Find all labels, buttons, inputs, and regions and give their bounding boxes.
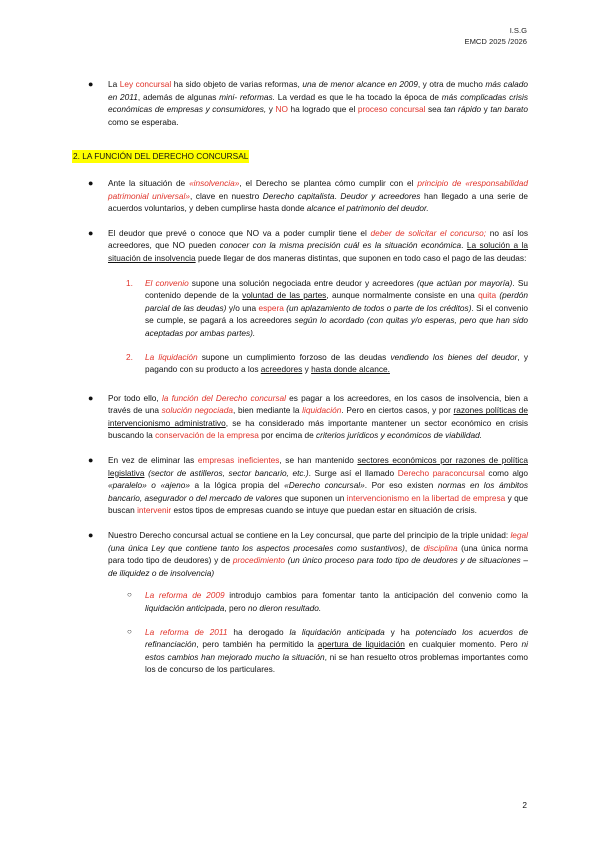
list-item-reform-2011: ○ La reforma de 2011 ha derogado la liquidación anticipada y ha potenciado los acuerdos de refinanciación, pero también ha permitido la apertura de liquidación en cualquier momento. Pero ni estos cambios han mejorado mucho la situación, ni se han resuelto otros problemas importantes como los de concurso de los particulares. [127, 626, 529, 675]
bullet-icon: ● [88, 79, 94, 89]
bullet-icon: ● [88, 177, 94, 188]
bullet-icon: ● [88, 455, 94, 466]
page-number: 2 [522, 800, 527, 810]
header-course: EMCD 2025 /2026 [464, 37, 527, 46]
circle-bullet-icon: ○ [127, 626, 132, 636]
paragraph-paraconcursal: ● En vez de eliminar las empresas ineficientes, se han mantenido sectores económicos por razones de política legislativa (sector de astilleros, sector bancario, etc.). Surge así el llamado Derecho paraconcursal como algo «paralelo» o «ajeno» a la lógica propia del «Derecho concursal». Por eso existen normas en los ámbitos bancario, asegurador o del mercado de valores que suponen un intervencionismo en la libertad de empresa y que buscan intervenir estos tipos de empresas cuando se intuye que puedan estar en situación de crisis. [88, 455, 529, 516]
page-header [465, 25, 527, 47]
list-item-reform-2009: ○ La reforma de 2009 introdujo cambios para fomentar tanto la anticipación del convenio como la liquidación anticipada, pero no dieron resultado. [127, 590, 528, 613]
header-initials: I.S.G [509, 26, 527, 35]
paragraph-reforms: ● La Ley concursal ha sido objeto de varias reformas, una de menor alcance en 2009, y otra de mucho más calado en 2011, además de algunas mini- reformas. La verdad es que le ha tocado la época de más complicadas crisis económicas de empresas y consumidores, y NO ha logrado que el proceso concursal sea tan rápido y tan barato como se esperaba. [88, 79, 528, 127]
bullet-icon: ● [88, 392, 94, 403]
paragraph-debtor-duty: ● El deudor que prevé o conoce que NO va a poder cumplir tiene el deber de solicitar el concurso; no así los acreedores, que NO pueden conocer con la misma precisión cuál es la situación económica. La solución a la situación de insolvencia puede llegar de dos maneras distintas, que suponen en todo caso el pago de las deudas: [88, 227, 528, 263]
list-number: 1. [126, 277, 133, 288]
paragraph-triple-unity: ● Nuestro Derecho concursal actual se contiene en la Ley concursal, que parte del principio de la triple unidad: legal (una única Ley que contiene tanto los aspectos procesales como sustantivos), de disciplina (una única norma para todo tipo de deudores) y de procedimiento (un único proceso para todo tipo de deudores y de situaciones –de iliquidez o de insolvencia) [88, 530, 529, 578]
bullet-icon: ● [88, 227, 94, 238]
bullet-icon: ● [88, 530, 94, 541]
list-number: 2. [126, 351, 133, 362]
section-title: 2. LA FUNCIÓN DEL DERECHO CONCURSAL [73, 151, 249, 162]
list-item-convenio: 1. El convenio supone una solución negociada entre deudor y acreedores (que actúan por mayoría). Su contenido depende de la voluntad de las partes, aunque normalmente consiste en una quita (perdón parcial de las deudas) y/o una espera (un aplazamiento de todos o parte de los créditos). Si el convenio se cumple, se pagará a los acreedores según lo acordado (con quitas y/o esperas, pero que han sido aceptadas por ambas partes). [126, 277, 528, 338]
paragraph-function: ● Por todo ello, la función del Derecho concursal es pagar a los acreedores, en los casos de insolvencia, bien a través de una solución negociada, bien mediante la liquidación. Pero en ciertos casos, y por razones políticas de intervencionismo administrativo, se ha considerado más importante mantener un sector económico en crisis buscando la conservación de la empresa por encima de criterios jurídicos y económicos de viabilidad. [88, 392, 529, 441]
document-body [72, 78, 528, 687]
paragraph-insolvency: ● Ante la situación de «insolvencia», el Derecho se plantea cómo cumplir con el principio de «responsabilidad patrimonial universal», clave en nuestro Derecho capitalista. Deudor y acreedores han llegado a una serie de acuerdos voluntarios, y deben cumplirse hasta donde alcance el patrimonio del deudor. [88, 177, 528, 214]
circle-bullet-icon: ○ [127, 590, 132, 600]
list-item-liquidacion: 2. La liquidación supone un cumplimiento forzoso de las deudas vendiendo los bienes del deudor, y pagando con su producto a los acreedores y hasta donde alcance. [126, 351, 529, 375]
